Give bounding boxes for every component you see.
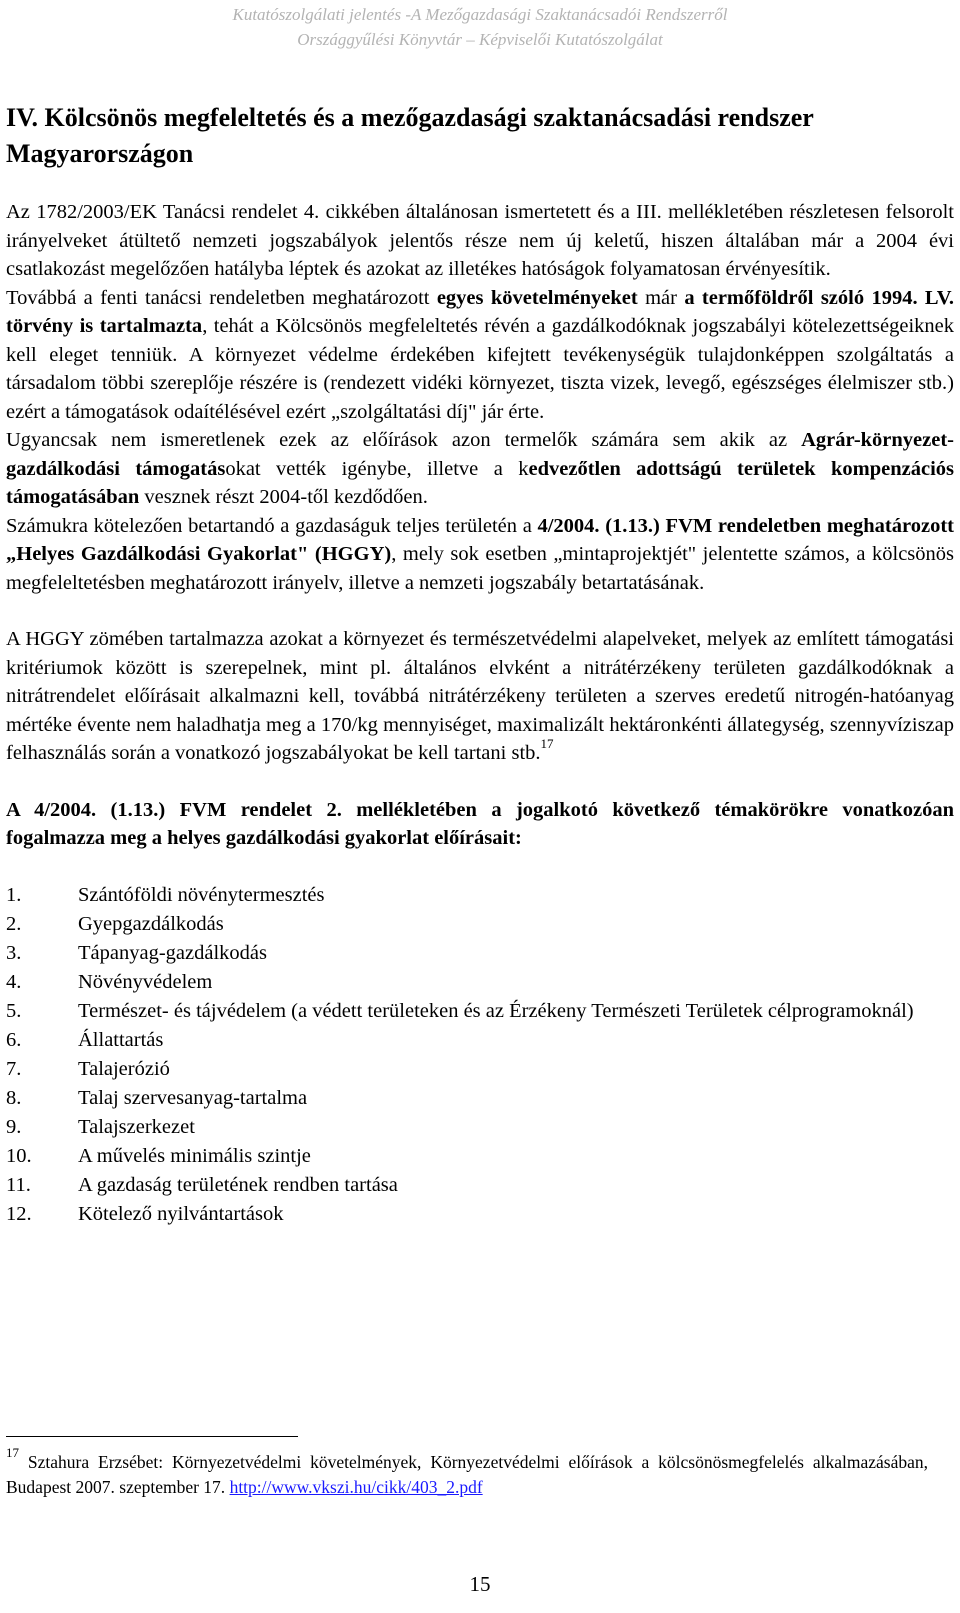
list-item-number: 8. (6, 1086, 22, 1109)
p2-text-e: , tehát a Kölcsönös megfeleltetés révén a gazdálkodóknak jogszabályi kötelezettségeiknek kell eleget tenniük. A környezet védelme érdekében kifejtett tevékenységük tulajdonképpen szolgáltatás a társadalom többi szereplője részére is (rendezett vidéki környezet, tiszta vizek, levegő, egészséges élelmiszer stb.) ezért a támogatások odaítélésével ezért „szolgáltatási díj" jár érte. (6, 315, 954, 423)
list-item-text: Növényvédelem (78, 970, 213, 993)
p3-bold-b: Agrár-környezet-gazdálkodási támogatás (6, 429, 954, 480)
p6-bold: A 4/2004. (1.13.) FVM rendelet 2. mellékletében a jogalkotó következő témakörökre vonatkozóan fogalmazza meg a helyes gazdálkodási gyakorlat előírásait: (6, 798, 954, 849)
list-item (6, 939, 954, 968)
footnote-number: 17 (6, 1445, 19, 1460)
list-item-number: 1. (6, 883, 22, 906)
list-item-number: 12. (6, 1202, 32, 1225)
list-item (6, 1113, 954, 1142)
footnote-divider (6, 1436, 298, 1437)
list-item-text: Gyepgazdálkodás (78, 912, 224, 935)
list-item-text: Tápanyag-gazdálkodás (78, 941, 267, 964)
p4-bold-b: 4/2004. (1.13.) FVM rendeletben meghatározott „Helyes Gazdálkodási Gyakorlat" (HGGY) (6, 514, 954, 565)
list-item-text: A művelés minimális szintje (78, 1144, 311, 1167)
paragraph-2 (6, 284, 954, 427)
header-line-1: Kutatószolgálati jelentés -A Mezőgazdasági Szaktanácsadói Rendszerről (232, 5, 728, 24)
paragraph-5 (6, 625, 954, 768)
paragraph-6 (6, 796, 954, 853)
list-item (6, 1142, 954, 1171)
list-item-number: 4. (6, 970, 22, 993)
p4-text-a: Számukra kötelezően betartandó a gazdaságuk teljes területén a (6, 514, 538, 537)
topic-list (6, 881, 954, 1229)
list-item-number: 11. (6, 1173, 31, 1196)
list-item-number: 9. (6, 1115, 22, 1138)
p3-text-a: Ugyancsak nem ismeretlenek ezek az előírások azon termelők számára sem akik az (6, 429, 802, 451)
p3-bold-d: edvezőtlen adottságú területek kompenzációs támogatásában (6, 457, 955, 508)
paragraph-4 (6, 512, 954, 598)
header-line-2: Országgyűlési Könyvtár – Képviselői Kutatószolgálat (297, 30, 663, 49)
list-item-number: 10. (6, 1144, 32, 1167)
document-body (6, 100, 954, 1229)
list-item (6, 1200, 954, 1229)
list-item (6, 1026, 954, 1055)
p2-bold-d: a termőföldről szóló 1994. LV. törvény is tartalmazta (6, 286, 954, 337)
section-title: IV. Kölcsönös megfeleltetés és a mezőgazdasági szaktanácsadási rendszer Magyarországon (6, 103, 814, 168)
paragraph-1: Az 1782/2003/EK Tanácsi rendelet 4. cikkében általánosan ismertetett és a III. mellékletében részletesen felsorolt irányelveket átültető nemzeti jogszabályok jelentős része nem új keletű, hiszen általában már a 2004 évi csatlakozást megelőzően hatályba léptek és azokat az illetékes hatóságok folyamatosan érvényesítik. (6, 201, 954, 280)
page-header (0, 2, 960, 52)
list-item (6, 1055, 954, 1084)
list-item-text: Kötelező nyilvántartások (78, 1202, 284, 1225)
p3-text-e: vesznek részt 2004-től kezdődően. (139, 486, 428, 508)
footnote-text: Sztahura Erzsébet: Környezetvédelmi követelmények, Környezetvédelmi előírások a kölcsönösmegfelelés alkalmazásában, Budapest 2007. szeptember 17. (6, 1452, 928, 1497)
list-item (6, 910, 954, 939)
list-item-number: 3. (6, 941, 22, 964)
list-item (6, 1171, 954, 1200)
footnote-ref: 17 (540, 736, 554, 751)
p2-text-a: Továbbá a fenti tanácsi rendeletben meghatározott (6, 286, 437, 309)
list-item (6, 997, 954, 1026)
paragraph-3 (6, 426, 954, 512)
page-number: 15 (469, 1572, 491, 1596)
list-item-number: 5. (6, 999, 22, 1022)
footnote (6, 1445, 928, 1500)
p3-text-c: okat vették igénybe, illetve a k (225, 457, 529, 480)
list-item-text: Talajerózió (78, 1057, 170, 1080)
list-item-text: Szántóföldi növénytermesztés (78, 883, 325, 906)
list-item (6, 1084, 954, 1113)
list-item-number: 6. (6, 1028, 22, 1051)
p4-text-c: , mely sok esetben „mintaprojektjét" jelentette számos, a kölcsönös megfeleltetésben meghatározott irányelv, illetve a nemzeti jogszabály betartatásának. (6, 543, 955, 594)
p2-text-c: már (637, 286, 685, 309)
p2-bold-b: egyes követelményeket (436, 286, 638, 309)
list-item-number: 2. (6, 912, 22, 935)
list-item-text: A gazdaság területének rendben tartása (78, 1173, 398, 1196)
list-item (6, 968, 954, 997)
list-item (6, 881, 954, 910)
p5-text: A HGGY zömében tartalmazza azokat a környezet és természetvédelmi alapelveket, melyek az említett támogatási kritériumok között is szerepelnek, mint pl. általános elvként a nitrátérzékeny területen gazdálkodóknak a nitrátrendelet előírásait alkalmazni kell, továbbá nitrátérzékeny területen a szerves eredetű nitrogén-hatóanyag mértéke évente nem haladhatja meg a 170/kg mennyiséget, maximalizált hektáronkénti állategység, szennyvíziszap felhasználás során a vonatkozó jogszabályokat be kell tartani stb. (6, 628, 954, 764)
footnote-link[interactable]: http://www.vkszi.hu/cikk/403_2.pdf (229, 1477, 483, 1497)
list-item-text: Talaj szervesanyag-tartalma (78, 1086, 308, 1109)
list-item-number: 7. (6, 1057, 22, 1080)
list-item-text: Talajszerkezet (78, 1115, 195, 1138)
list-item-text: Állattartás (78, 1028, 164, 1051)
list-item-text: Természet- és tájvédelem (a védett területeken és az Érzékeny Természeti Területek célprogramoknál) (78, 999, 914, 1022)
